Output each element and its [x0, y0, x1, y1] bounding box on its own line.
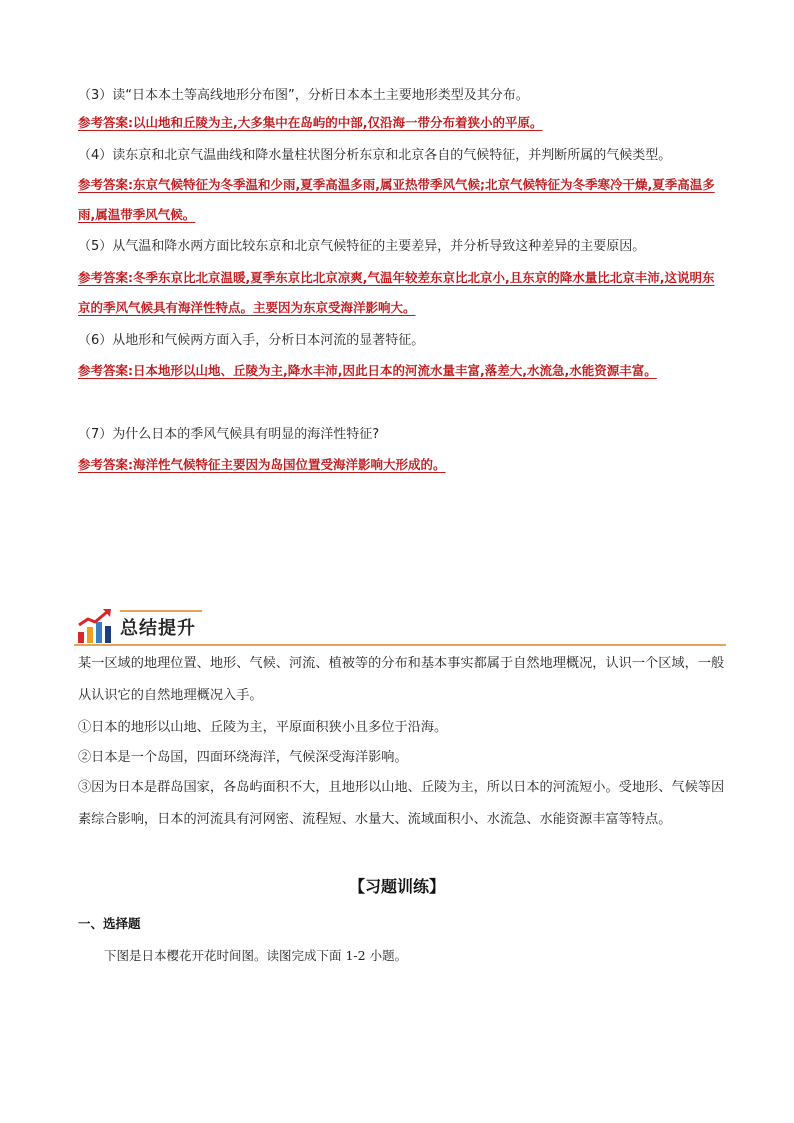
answer-text: 海洋性气候特征主要因为岛国位置受海洋影响大形成的。 — [133, 457, 446, 472]
summary-point-1: ①日本的地形以山地、丘陵为主，平原面积狭小且多位于沿海。 — [78, 720, 448, 735]
exercise-intro: 下图是日本樱花开花时间图。读图完成下面 1-2 小题。 — [104, 948, 408, 963]
answer-6 — [78, 356, 718, 386]
question-4: （4）读东京和北京气温曲线和降水量柱状图分析东京和北京各自的气候特征，并判断所属的气候类型。 — [78, 148, 672, 163]
answer-label: 参考答案: — [78, 270, 133, 285]
answer-text: 日本地形以山地、丘陵为主,降水丰沛,因此日本的河流水量丰富,落差大,水流急,水能资源丰富。 — [133, 363, 657, 378]
question-5: （5）从气温和降水两方面比较东京和北京气候特征的主要差异，并分析导致这种差异的主要原因。 — [78, 239, 646, 254]
answer-label: 参考答案: — [78, 177, 133, 192]
answer-label: 参考答案: — [78, 457, 133, 472]
summary-point-3: ③因为日本是群岛国家，各岛屿面积不大，且地形以山地、丘陵为主，所以日本的河流短小。受地形、气候等因素综合影响，日本的河流具有河网密、流程短、水量大、流域面积小、水流急、水能资源丰富等特点。 — [78, 780, 725, 827]
summary-intro: 某一区域的地理位置、地形、气候、河流、植被等的分布和基本事实都属于自然地理概况，认识一个区域，一般从认识它的自然地理概况入手。 — [78, 656, 725, 703]
question-6: （6）从地形和气候两方面入手，分析日本河流的显著特征。 — [78, 333, 425, 348]
answer-3 — [78, 108, 718, 138]
chart-growth-icon — [76, 608, 114, 644]
accent-line — [120, 610, 202, 612]
answer-7 — [78, 450, 718, 480]
summary-header — [74, 606, 726, 646]
question-7: （7）为什么日本的季风气候具有明显的海洋性特征? — [78, 427, 380, 442]
answer-label: 参考答案: — [78, 115, 133, 130]
answer-5 — [78, 263, 718, 323]
answer-text: 冬季东京比北京温暖,夏季东京比北京凉爽,气温年较差东京比北京小,且东京的降水量比北京丰沛,这说明东京的季风气候具有海洋性特点。主要因为东京受海洋影响大。 — [78, 270, 715, 315]
answer-text: 东京气候特征为冬季温和少雨,夏季高温多雨,属亚热带季风气候;北京气候特征为冬季寒冷干燥,夏季高温多雨,属温带季风气候。 — [78, 177, 715, 222]
section-divider — [74, 644, 726, 646]
answer-text: 以山地和丘陵为主,大多集中在岛屿的中部,仅沿海一带分布着狭小的平原。 — [133, 115, 543, 130]
summary-title: 总结提升 — [120, 618, 196, 639]
section-title: 一、选择题 — [78, 916, 141, 931]
exercise-title: 【习题训练】 — [348, 877, 445, 896]
summary-point-2: ②日本是一个岛国，四面环绕海洋，气候深受海洋影响。 — [78, 750, 408, 765]
answer-4 — [78, 170, 718, 230]
question-3: （3）读“日本本土等高线地形分布图”，分析日本本土主要地形类型及其分布。 — [78, 88, 529, 103]
answer-label: 参考答案: — [78, 363, 133, 378]
